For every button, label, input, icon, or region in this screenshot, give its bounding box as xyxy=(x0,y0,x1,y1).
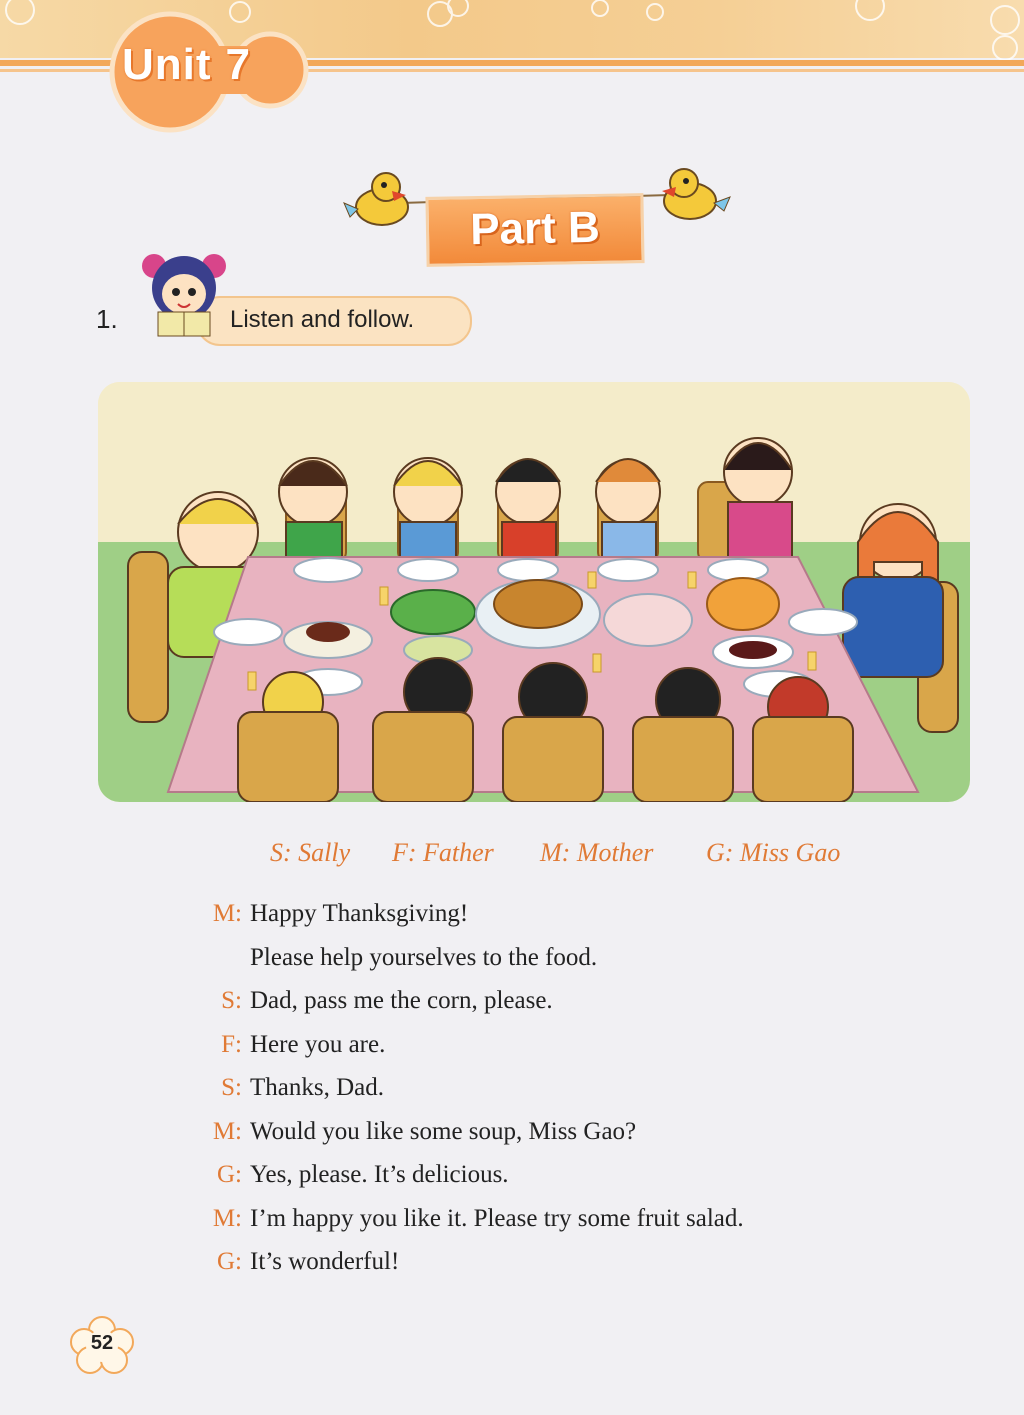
dialogue-text: Dad, pass me the corn, please. xyxy=(250,987,553,1014)
role-legend xyxy=(0,838,1024,874)
legend-item: M: Mother xyxy=(540,838,654,867)
exercise-instruction: Listen and follow. xyxy=(230,306,415,333)
part-title: Part B xyxy=(469,202,601,255)
part-title-box xyxy=(425,193,644,267)
page-number-badge xyxy=(70,1316,134,1374)
dialogue-text: Happy Thanksgiving! xyxy=(250,900,469,927)
speaker-label: S: xyxy=(221,1074,242,1101)
speaker-label: G: xyxy=(217,1161,242,1188)
dialogue-text: Thanks, Dad. xyxy=(250,1074,384,1101)
part-banner xyxy=(340,165,740,275)
unit-number: 7 xyxy=(225,40,252,89)
legend-item: G: Miss Gao xyxy=(706,838,841,867)
dialogue-text: Yes, please. It’s delicious. xyxy=(250,1161,509,1188)
exercise-number: 1. xyxy=(96,304,118,334)
speaker-label: M: xyxy=(212,1118,242,1145)
dialogue-text: It’s wonderful! xyxy=(250,1248,400,1275)
speaker-label: G: xyxy=(217,1248,242,1275)
dinner-scene-image xyxy=(98,382,970,802)
legend-item: F: Father xyxy=(392,838,494,867)
dialogue-text: I’m happy you like it. Please try some fruit salad. xyxy=(250,1205,744,1232)
dialogue-text: Would you like some soup, Miss Gao? xyxy=(250,1118,637,1145)
thanksgiving-illustration xyxy=(98,382,970,802)
mascot-reading-icon xyxy=(136,248,232,344)
speaker-label: F: xyxy=(221,1031,242,1058)
speaker-label: S: xyxy=(221,987,242,1014)
speaker-label: M: xyxy=(212,900,242,927)
dialogue-text: Here you are. xyxy=(250,1031,386,1058)
legend-item: S: Sally xyxy=(270,838,351,867)
unit-title xyxy=(122,40,251,90)
speaker-label: M: xyxy=(212,1205,242,1232)
unit-word: Unit xyxy=(122,40,212,89)
page-number: 52 xyxy=(90,1332,114,1354)
dialogue-text: Please help yourselves to the food. xyxy=(250,944,598,971)
